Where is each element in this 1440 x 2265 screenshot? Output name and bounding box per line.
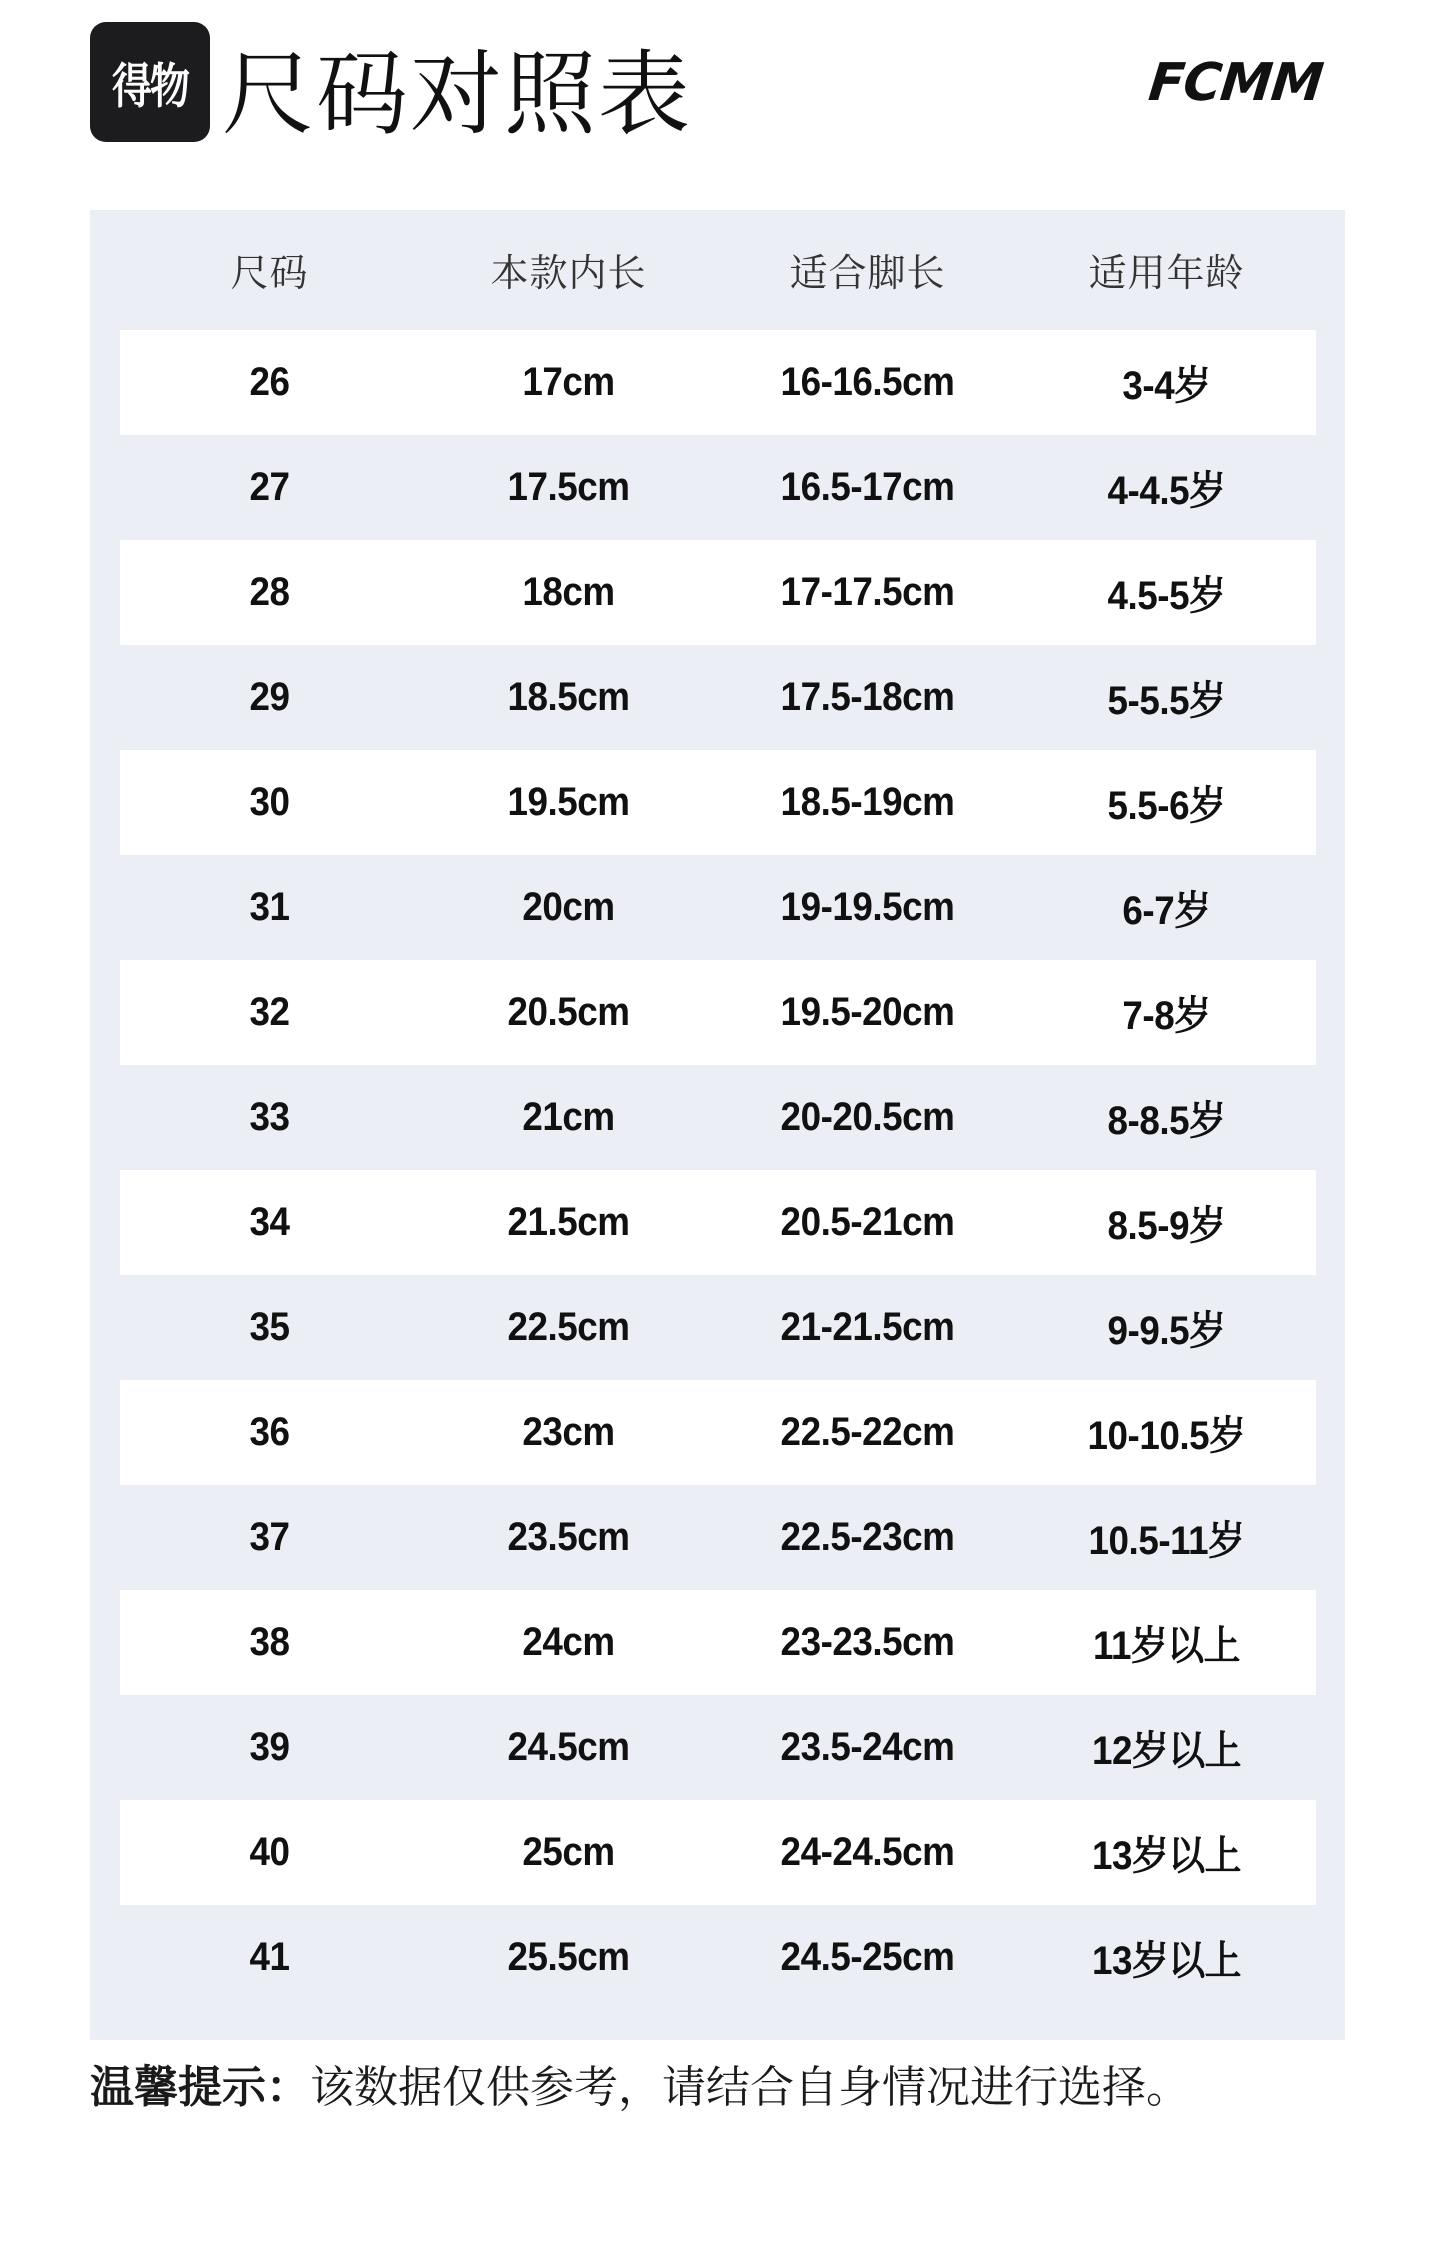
column-header-age: 适用年龄 xyxy=(1088,250,1245,295)
cell-foot-length: 19.5-20cm xyxy=(780,990,955,1034)
table-row xyxy=(120,1380,1316,1485)
cell-foot-length: 23.5-24cm xyxy=(780,1725,955,1769)
logo-text: 得物 xyxy=(112,58,188,114)
size-chart-table xyxy=(90,210,1345,2040)
cell-foot-length: 21-21.5cm xyxy=(780,1305,955,1349)
cell-inner-length: 18cm xyxy=(522,570,615,614)
cell-age: 7-8岁 xyxy=(1122,994,1211,1038)
cell-size: 34 xyxy=(249,1200,290,1244)
cell-foot-length: 24-24.5cm xyxy=(780,1830,955,1874)
cell-size: 30 xyxy=(249,780,290,824)
cell-inner-length: 25cm xyxy=(522,1830,615,1874)
column-header-size: 尺码 xyxy=(230,250,309,295)
cell-age: 10.5-11岁 xyxy=(1088,1519,1245,1563)
cell-size: 40 xyxy=(249,1830,290,1874)
cell-inner-length: 21cm xyxy=(522,1095,615,1139)
cell-foot-length: 18.5-19cm xyxy=(780,780,955,824)
cell-age: 4-4.5岁 xyxy=(1107,469,1226,513)
cell-age: 8-8.5岁 xyxy=(1107,1099,1226,1143)
cell-age: 13岁以上 xyxy=(1091,1834,1242,1878)
cell-size: 32 xyxy=(249,990,290,1034)
cell-inner-length: 23.5cm xyxy=(507,1515,630,1559)
cell-foot-length: 16-16.5cm xyxy=(780,360,955,404)
table-row xyxy=(120,645,1316,750)
cell-age: 6-7岁 xyxy=(1122,889,1211,933)
cell-inner-length: 19.5cm xyxy=(507,780,630,824)
cell-inner-length: 22.5cm xyxy=(507,1305,630,1349)
cell-size: 39 xyxy=(249,1725,290,1769)
cell-size: 31 xyxy=(249,885,290,929)
tip-label: 温馨提示： xyxy=(90,2062,310,2113)
table-header xyxy=(120,210,1316,328)
cell-foot-length: 20-20.5cm xyxy=(780,1095,955,1139)
table-row xyxy=(120,1170,1316,1275)
cell-foot-length: 20.5-21cm xyxy=(780,1200,955,1244)
cell-age: 4.5-5岁 xyxy=(1107,574,1226,618)
cell-size: 33 xyxy=(249,1095,290,1139)
cell-inner-length: 24.5cm xyxy=(507,1725,630,1769)
cell-foot-length: 16.5-17cm xyxy=(780,465,955,509)
table-row xyxy=(120,1065,1316,1170)
cell-size: 36 xyxy=(249,1410,290,1454)
cell-size: 37 xyxy=(249,1515,290,1559)
cell-foot-length: 17-17.5cm xyxy=(780,570,955,614)
table-row xyxy=(120,435,1316,540)
cell-age: 12岁以上 xyxy=(1091,1729,1242,1773)
cell-age: 10-10.5岁 xyxy=(1087,1414,1246,1458)
cell-age: 5.5-6岁 xyxy=(1107,784,1226,828)
table-row xyxy=(120,540,1316,645)
cell-inner-length: 18.5cm xyxy=(507,675,630,719)
table-row xyxy=(120,1695,1316,1800)
cell-inner-length: 20cm xyxy=(522,885,615,929)
cell-size: 38 xyxy=(249,1620,290,1664)
dewu-logo xyxy=(90,22,210,142)
cell-foot-length: 19-19.5cm xyxy=(780,885,955,929)
cell-size: 41 xyxy=(249,1935,290,1979)
table-row xyxy=(120,1275,1316,1380)
warm-tip xyxy=(90,2058,1190,2118)
cell-size: 27 xyxy=(249,465,290,509)
cell-age: 9-9.5岁 xyxy=(1107,1309,1226,1353)
column-header-inner-length: 本款内长 xyxy=(490,250,647,295)
cell-size: 29 xyxy=(249,675,290,719)
cell-inner-length: 23cm xyxy=(522,1410,615,1454)
cell-age: 13岁以上 xyxy=(1091,1939,1242,1983)
cell-inner-length: 20.5cm xyxy=(507,990,630,1034)
table-row xyxy=(120,330,1316,435)
cell-inner-length: 21.5cm xyxy=(507,1200,630,1244)
header xyxy=(0,0,1440,200)
cell-age: 11岁以上 xyxy=(1092,1624,1240,1668)
table-row xyxy=(120,1485,1316,1590)
tip-text: 该数据仅供参考，请结合自身情况进行选择。 xyxy=(310,2062,1190,2113)
table-body xyxy=(120,330,1316,2010)
table-row xyxy=(120,1590,1316,1695)
table-row xyxy=(120,960,1316,1065)
cell-foot-length: 22.5-23cm xyxy=(780,1515,955,1559)
table-row xyxy=(120,750,1316,855)
cell-inner-length: 24cm xyxy=(522,1620,615,1664)
cell-foot-length: 24.5-25cm xyxy=(780,1935,955,1979)
column-header-foot-length: 适合脚长 xyxy=(789,250,946,295)
table-row xyxy=(120,1800,1316,1905)
cell-size: 35 xyxy=(249,1305,290,1349)
cell-inner-length: 25.5cm xyxy=(507,1935,630,1979)
cell-inner-length: 17cm xyxy=(522,360,615,404)
cell-age: 3-4岁 xyxy=(1122,364,1211,408)
cell-foot-length: 17.5-18cm xyxy=(780,675,955,719)
cell-age: 8.5-9岁 xyxy=(1107,1204,1226,1248)
cell-size: 28 xyxy=(249,570,290,614)
cell-age: 5-5.5岁 xyxy=(1107,679,1226,723)
table-row xyxy=(120,1905,1316,2010)
page-title: 尺码对照表 xyxy=(222,41,693,148)
brand-logo: FCMM xyxy=(1145,53,1326,113)
cell-foot-length: 23-23.5cm xyxy=(780,1620,955,1664)
cell-foot-length: 22.5-22cm xyxy=(780,1410,955,1454)
table-row xyxy=(120,855,1316,960)
cell-size: 26 xyxy=(249,360,290,404)
cell-inner-length: 17.5cm xyxy=(507,465,630,509)
